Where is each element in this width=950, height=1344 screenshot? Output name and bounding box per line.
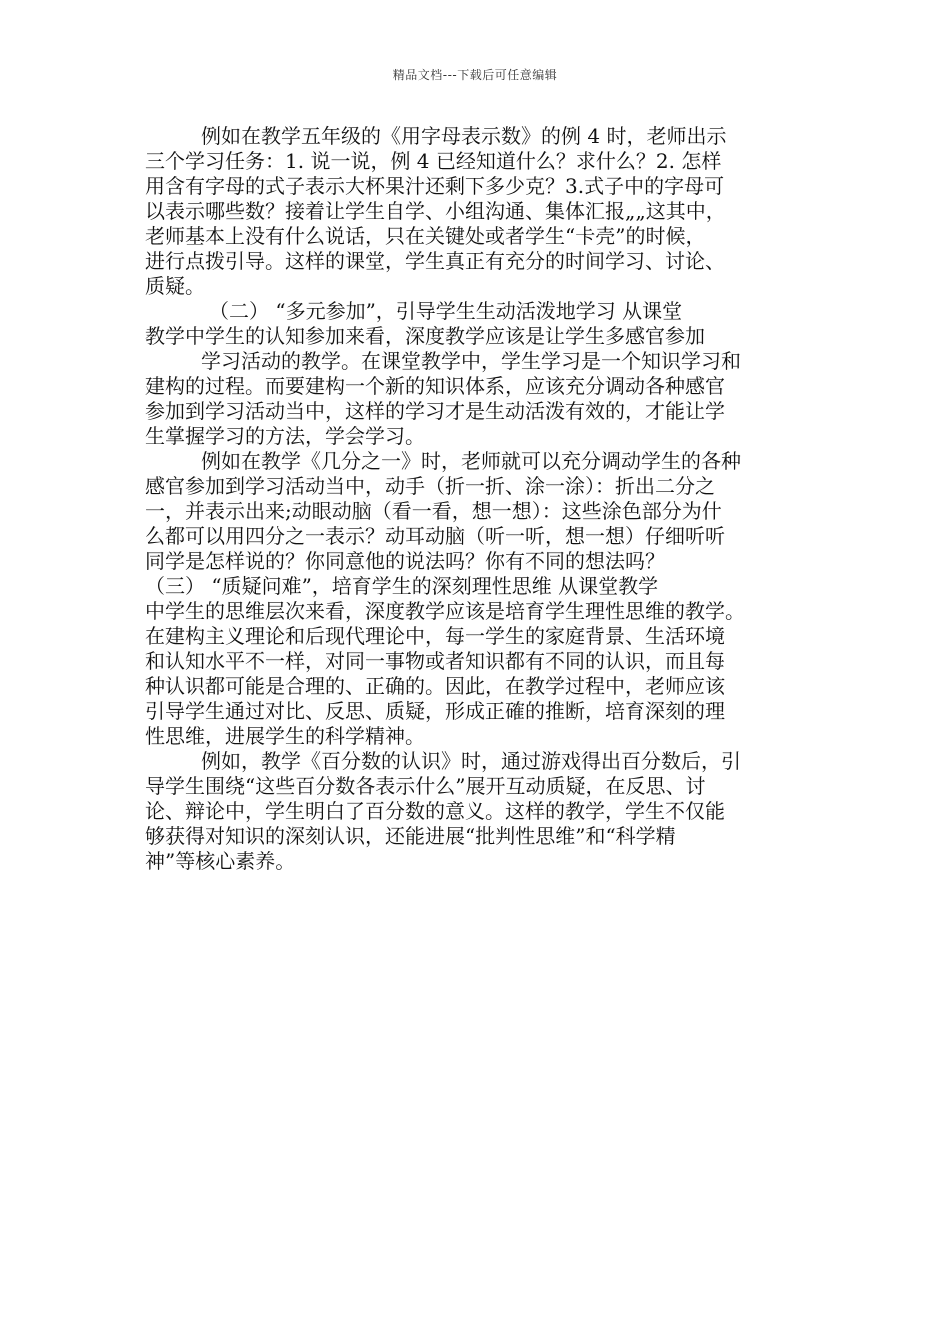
- text-line: 建构的过程。而要建构一个新的知识体系，应该充分调动各种感官: [145, 374, 725, 398]
- section-heading-line: （二） “多元参加”，引导学生生动活泼地学习 从课堂: [209, 299, 683, 323]
- text-line: 种认识都可能是合理的、正确的。因此，在教学过程中，老师应该: [145, 674, 725, 698]
- text-line: 论、辩论中，学生明白了百分数的意义。这样的教学，学生不仅能: [145, 799, 725, 823]
- text-line: 进行点拨引导。这样的课堂，学生真正有充分的时间学习、讨论、: [145, 249, 725, 273]
- text-line: 例如在教学五年级的《用字母表示数》的例 4 时，老师出示: [201, 124, 727, 148]
- text-line: 生掌握学习的方法，学会学习。: [145, 424, 425, 448]
- text-line: 同学是怎样说的？你同意他的说法吗？你有不同的想法吗？: [145, 549, 665, 573]
- text-line: 参加到学习活动当中，这样的学习才是生动活泼有效的，才能让学: [145, 399, 725, 423]
- text-line: 中学生的思维层次来看，深度教学应该是培育学生理性思维的教学。: [145, 599, 745, 623]
- text-line: 例如在教学《几分之一》时，老师就可以充分调动学生的各种: [201, 449, 741, 473]
- text-line: 和认知水平不一样，对同一事物或者知识都有不同的认识，而且每: [145, 649, 725, 673]
- text-line: 学习活动的教学。在课堂教学中，学生学习是一个知识学习和: [201, 349, 741, 373]
- text-line: 性思维，进展学生的科学精神。: [145, 724, 425, 748]
- text-line: 在建构主义理论和后现代理论中，每一学生的家庭背景、生活环境: [145, 624, 725, 648]
- text-line: 教学中学生的认知参加来看，深度教学应该是让学生多感官参加: [145, 324, 705, 348]
- text-line: 三个学习任务：1. 说一说，例 4 已经知道什么？求什么？2. 怎样: [145, 149, 722, 173]
- text-line: 感官参加到学习活动当中，动手（折一折、涂一涂）：折出二分之: [145, 474, 715, 498]
- section-heading-line: （三） “质疑问难”，培育学生的深刻理性思维 从课堂教学: [145, 574, 659, 598]
- text-line: 神”等核心素养。: [145, 849, 296, 873]
- text-line: 一，并表示出来;动眼动脑（看一看，想一想）：这些涂色部分为什: [145, 499, 722, 523]
- page-header: 精品文档---下载后可任意编辑: [392, 68, 558, 82]
- text-line: 质疑。: [145, 274, 205, 298]
- text-line: 以表示哪些数？接着让学生自学、小组沟通、集体汇报„„这其中，: [145, 199, 726, 223]
- text-line: 用含有字母的式子表示大杯果汁还剩下多少克？3.式子中的字母可: [145, 174, 725, 198]
- text-line: 导学生围绕“这些百分数各表示什么”展开互动质疑，在反思、讨: [145, 774, 706, 798]
- text-line: 够获得对知识的深刻认识，还能进展“批判性思维”和“科学精: [145, 824, 676, 848]
- document-body: [145, 124, 810, 874]
- text-line: 例如，教学《百分数的认识》时，通过游戏得出百分数后，引: [201, 749, 741, 773]
- text-line: 么都可以用四分之一表示？动耳动脑（听一听，想一想）仔细听听: [145, 524, 725, 548]
- text-line: 老师基本上没有什么说话，只在关键处或者学生“卡壳”的时候，: [145, 224, 706, 248]
- text-line: 引导学生通过对比、反思、质疑，形成正確的推断，培育深刻的理: [145, 699, 725, 723]
